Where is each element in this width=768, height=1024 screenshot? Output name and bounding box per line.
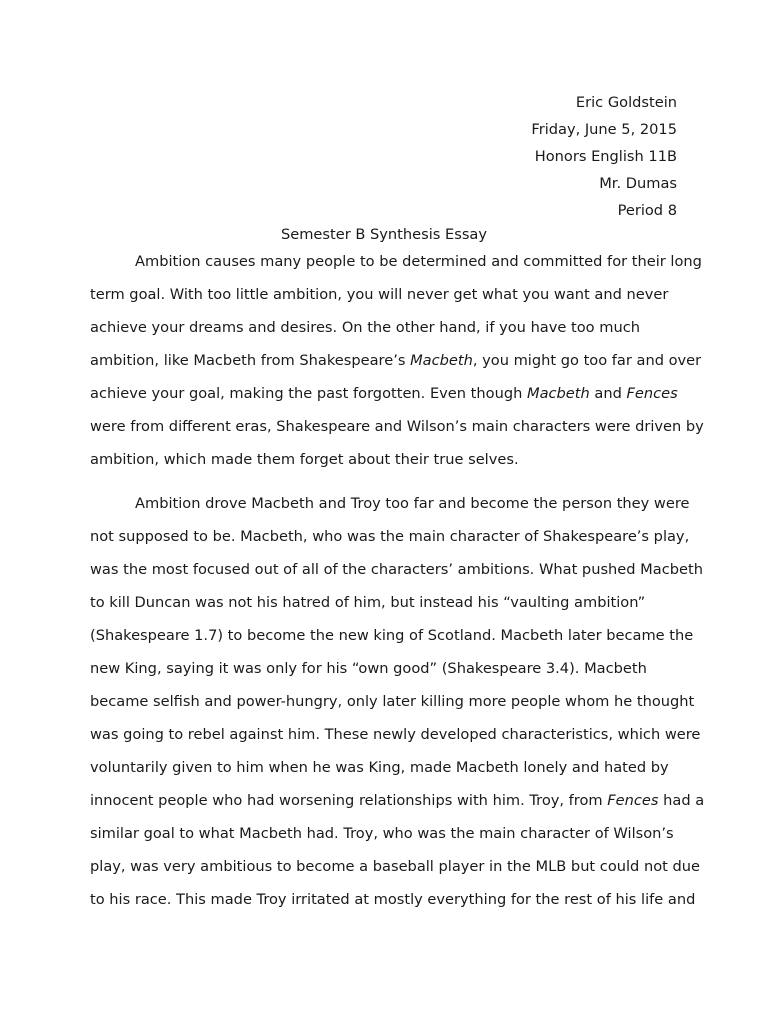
text-segment: , you might go too far and over <box>472 352 702 369</box>
paragraph-line <box>90 586 678 619</box>
paragraph-line <box>90 619 694 652</box>
course-name: Honors English 11B <box>534 148 677 165</box>
text-segment: and <box>589 385 627 402</box>
text-segment: Ambition causes many people to be determined and committed for their long <box>135 253 702 270</box>
paragraph-line <box>90 487 690 520</box>
essay-title: Semester B Synthesis Essay <box>280 226 488 243</box>
italic-title: Fences <box>626 385 678 402</box>
paragraph-line <box>90 410 704 443</box>
italic-title: Macbeth <box>410 352 473 369</box>
paragraph-line <box>90 652 678 685</box>
paragraph-line <box>90 718 701 751</box>
text-segment: not supposed to be. Macbeth, who was the main character of Shakespeare’s play, <box>90 528 690 545</box>
text-segment: ambition, like Macbeth from Shakespeare’s <box>90 352 411 369</box>
text-segment: innocent people who had worsening relationships with him. Troy, from <box>90 792 608 809</box>
italic-title: Macbeth <box>526 385 590 402</box>
italic-title: Fences <box>607 792 659 809</box>
text-segment: were from different eras, Shakespeare and Wilson’s main characters were driven by <box>90 418 704 435</box>
text-segment: play, was very ambitious to become a baseball player in the MLB but could not due <box>90 858 700 875</box>
class-period: Period 8 <box>617 202 677 219</box>
paragraph-line <box>90 443 678 476</box>
text-segment: became selfish and power-hungry, only later killing more people whom he thought <box>90 693 695 710</box>
paragraph-line <box>90 883 696 916</box>
paragraph-line <box>90 685 695 718</box>
paragraph-line <box>90 817 678 850</box>
paragraph-line <box>90 553 703 586</box>
paragraph-line <box>90 377 678 410</box>
paragraph-line <box>90 850 700 883</box>
text-segment: voluntarily given to him when he was King, made Macbeth lonely and hated by <box>90 759 669 776</box>
paragraph-line <box>90 520 690 553</box>
paragraph-2 <box>90 487 705 916</box>
paragraph-line <box>90 278 678 311</box>
teacher-name: Mr. Dumas <box>599 175 677 192</box>
text-segment: achieve your dreams and desires. On the other hand, if you have too much <box>90 319 640 336</box>
text-segment: new King, saying it was only for his “own good” (Shakespeare 3.4). Macbeth <box>90 660 647 677</box>
document-header <box>531 89 677 224</box>
text-segment: term goal. With too little ambition, you will never get what you want and never <box>90 286 669 303</box>
paragraph-line <box>90 344 702 377</box>
text-segment: Ambition drove Macbeth and Troy too far and become the person they were <box>135 495 690 512</box>
text-segment: similar goal to what Macbeth had. Troy, who was the main character of Wilson’s <box>90 825 674 842</box>
text-segment: to his race. This made Troy irritated at mostly everything for the rest of his life and <box>90 891 696 908</box>
text-segment: ambition, which made them forget about their true selves. <box>90 451 519 468</box>
paragraph-line <box>90 784 705 817</box>
author-name: Eric Goldstein <box>575 94 677 111</box>
text-segment: to kill Duncan was not his hatred of him, but instead his “vaulting ambition” <box>90 594 646 611</box>
paragraph-line <box>90 245 702 278</box>
paragraph-line <box>90 751 678 784</box>
text-segment: was going to rebel against him. These newly developed characteristics, which were <box>90 726 701 743</box>
text-segment: had a <box>658 792 705 809</box>
text-segment: was the most focused out of all of the characters’ ambitions. What pushed Macbeth <box>90 561 703 578</box>
document-date: Friday, June 5, 2015 <box>531 121 677 138</box>
text-segment: achieve your goal, making the past forgotten. Even though <box>90 385 527 402</box>
paragraph-1 <box>90 245 704 476</box>
paragraph-line <box>90 311 678 344</box>
text-segment: (Shakespeare 1.7) to become the new king of Scotland. Macbeth later became the <box>90 627 694 644</box>
